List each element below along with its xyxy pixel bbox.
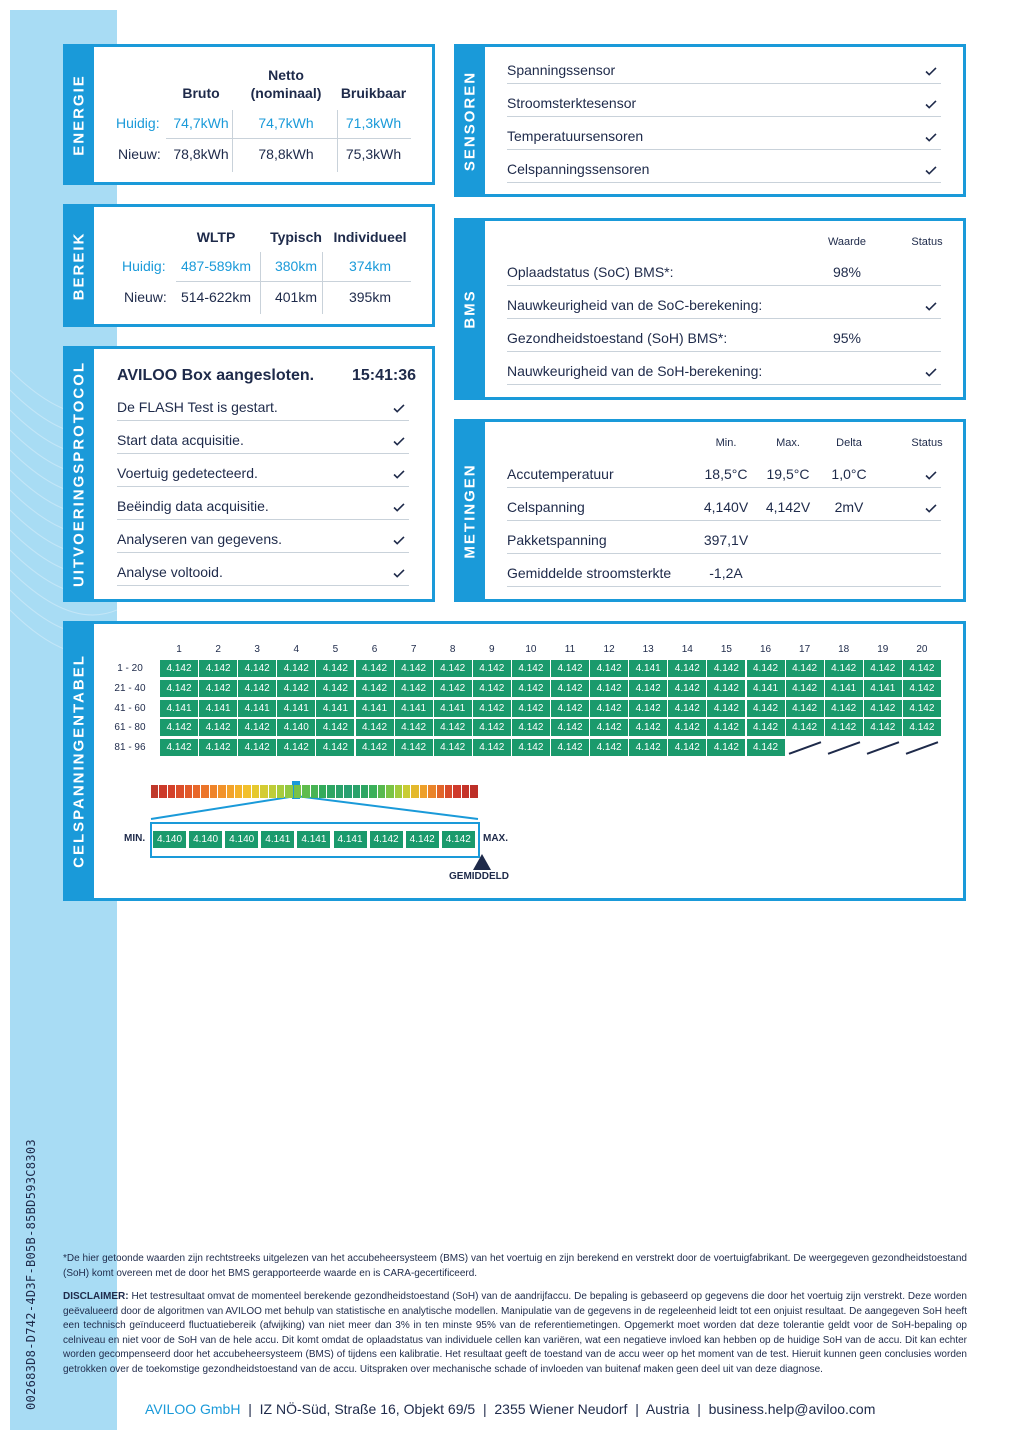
cell-voltage: 4.142 <box>277 680 315 697</box>
cell-voltage: 4.142 <box>590 719 628 736</box>
cell-voltage: 4.142 <box>668 719 706 736</box>
bms-tab: BMS <box>454 218 485 400</box>
meting-max: 19,5°C <box>766 466 810 482</box>
bms-col-status: Status <box>911 236 943 248</box>
scale-min-label: MIN. <box>124 833 146 844</box>
cell-voltage: 4.141 <box>238 700 276 717</box>
column-number: 15 <box>720 644 732 655</box>
row-range-label: 21 - 40 <box>114 682 146 694</box>
protocol-step: De FLASH Test is gestart. <box>117 399 278 415</box>
cell-voltage: 4.142 <box>238 680 276 697</box>
cell-voltage: 4.142 <box>707 680 745 697</box>
energie-nieuw-bruikbaar: 75,3kWh <box>345 146 402 162</box>
row-range-label: 1 - 20 <box>117 663 143 674</box>
cell-voltage: 4.141 <box>629 660 667 677</box>
disclaimer-label: DISCLAIMER: <box>63 1291 129 1302</box>
row-nieuw-label: Nieuw: <box>118 146 161 162</box>
cell-voltage: 4.142 <box>707 660 745 677</box>
footer-company: AVILOO GmbH <box>145 1401 241 1417</box>
sensor-divider <box>507 149 941 150</box>
header-netto-line2: (nominaal) <box>250 85 322 101</box>
gradient-segment <box>193 785 200 798</box>
protocol-panel <box>63 346 435 602</box>
bms-label: Nauwkeurigheid van de SoC-berekening: <box>507 297 763 313</box>
step-divider <box>117 552 409 553</box>
cell-voltage: 4.142 <box>356 719 394 736</box>
zoom-cell: 4.141 <box>334 831 367 848</box>
gradient-segment <box>151 785 158 798</box>
cell-voltage: 4.142 <box>356 739 394 756</box>
step-divider <box>117 420 409 421</box>
row-huidig-label: Huidig: <box>122 258 166 274</box>
zoom-cell: 4.140 <box>189 831 222 848</box>
cell-voltage: 4.141 <box>199 700 237 717</box>
bms-panel <box>454 218 966 400</box>
sensor-divider <box>507 182 941 183</box>
gradient-segment <box>159 785 166 798</box>
gradient-segment <box>403 785 410 798</box>
cell-voltage: 4.142 <box>590 700 628 717</box>
checkmark-icon <box>393 569 405 578</box>
zoom-cell: 4.142 <box>442 831 475 848</box>
metingen-tab: METINGEN <box>454 419 485 602</box>
bms-label: Oplaadstatus (SoC) BMS*: <box>507 264 674 280</box>
checkmark-icon <box>393 470 405 479</box>
cell-voltage: 4.142 <box>551 660 589 677</box>
protocol-step: Start data acquisitie. <box>117 432 244 448</box>
step-divider <box>117 519 409 520</box>
bms-divider <box>507 384 941 385</box>
cell-voltage: 4.142 <box>316 660 354 677</box>
bereik-huidig-typisch: 380km <box>274 258 318 274</box>
cell-voltage: 4.142 <box>590 739 628 756</box>
column-number: 13 <box>642 644 654 655</box>
cell-voltage: 4.141 <box>395 700 433 717</box>
disclaimer-text: Het testresultaat omvat de momenteel berekende gezondheidstoestand (SoH) van de aandrijfaccu. De bepaling is gebaseerd op gegevens die door het voertuig zijn verstrekt. Deze worden geëvalueerd door de algoritmen van AVILOO met behulp van statistische en analytische modellen. Manipulatie van de gegevens in de regeleenheid leidt tot een onjuist resultaat. De aangegeven SoH heeft een technisch geïnduceerd fluctuatiebereik (afwijking) van niet meer dan 3% in ten minste 95% van de referentiemetingen. Opgemerkt moet worden dat deze tolerantie geldt voor de SoH-bepaling op celniveau en niet voor de SoH van de hele accu. Dit komt omdat de oplaadstatus van individuele cellen kan variëren, wat een negatieve invloed kan hebben op de huidige SoH van de accu. Dit kan echter worden gecompenseerd door het accubeheersysteem (BMS) of tijdens een kalibratie. Het resultaat geeft de toestand van de accu weer op het moment van de test. Hieruit kunnen geen conclusies worden getrokken over de toekomstige gezondheidstoestand van de accu. Uitspraken over mechanische schade of invloeden van buitenaf maken geen deel uit van deze diagnose. <box>63 1291 967 1375</box>
cell-voltage: 4.142 <box>707 700 745 717</box>
meting-delta: 1,0°C <box>831 466 867 482</box>
cell-voltage: 4.142 <box>238 660 276 677</box>
gradient-segment <box>386 785 393 798</box>
checkmark-icon <box>393 437 405 446</box>
cell-voltage: 4.142 <box>668 739 706 756</box>
gradient-segment <box>319 785 326 798</box>
bms-label: Nauwkeurigheid van de SoH-berekening: <box>507 363 763 379</box>
column-number: 3 <box>254 644 260 655</box>
cell-voltage: 4.142 <box>668 660 706 677</box>
cell-voltage: 4.142 <box>864 700 902 717</box>
meting-divider <box>507 487 941 488</box>
column-number: 10 <box>525 644 537 655</box>
cell-voltage: 4.142 <box>668 680 706 697</box>
gradient-segment <box>176 785 183 798</box>
cell-voltage: 4.142 <box>434 660 472 677</box>
column-number: 2 <box>215 644 221 655</box>
protocol-time: 15:41:36 <box>352 367 417 384</box>
bereik-nieuw-typisch: 401km <box>274 289 318 305</box>
average-arrow-icon <box>473 854 491 870</box>
gradient-segment <box>185 785 192 798</box>
row-nieuw-label: Nieuw: <box>124 289 167 305</box>
bms-col-waarde: Waarde <box>827 236 867 248</box>
cell-voltage: 4.142 <box>512 739 550 756</box>
checkmark-icon <box>393 503 405 512</box>
cell-voltage: 4.142 <box>473 660 511 677</box>
cell-voltage: 4.142 <box>590 660 628 677</box>
bms-divider <box>507 285 941 286</box>
document-id: 002683D8-D742-4D3F-B05B-85BD593C8303 <box>24 1139 38 1410</box>
bms-divider <box>507 351 941 352</box>
energie-nieuw-bruto: 78,8kWh <box>173 146 229 162</box>
header-netto-line1: Netto <box>268 67 304 83</box>
cell-voltage: 4.142 <box>864 660 902 677</box>
column-number: 16 <box>759 644 772 655</box>
meting-label: Celspanning <box>507 499 585 515</box>
checkmark-icon <box>393 404 405 413</box>
gradient-segment <box>252 785 259 798</box>
sensoren-tab: SENSOREN <box>454 44 485 197</box>
gradient-segment <box>243 785 250 798</box>
column-number: 17 <box>799 644 811 655</box>
gradient-segment <box>210 785 217 798</box>
sensor-item: Spanningssensor <box>507 62 616 78</box>
checkmark-icon <box>925 471 937 480</box>
cell-voltage: 4.141 <box>747 680 785 697</box>
cell-voltage: 4.142 <box>316 719 354 736</box>
cell-voltage: 4.142 <box>473 700 511 717</box>
cell-voltage: 4.142 <box>395 739 433 756</box>
cell-voltage: 4.142 <box>747 660 785 677</box>
gradient-segment <box>269 785 276 798</box>
gradient-segment <box>285 785 292 798</box>
gradient-segment <box>411 785 418 798</box>
checkmark-icon <box>925 302 937 311</box>
step-divider <box>117 585 409 586</box>
scale-avg-label: GEMIDDELD <box>449 871 509 882</box>
cell-voltage: 4.141 <box>316 700 354 717</box>
cell-voltage: 4.142 <box>551 700 589 717</box>
bms-divider <box>507 318 941 319</box>
protocol-title: AVILOO Box aangesloten. <box>117 367 315 384</box>
header-typisch: Typisch <box>270 229 322 245</box>
cell-voltage: 4.142 <box>786 680 824 697</box>
header-bruikbaar: Bruikbaar <box>340 85 407 101</box>
cell-voltage: 4.141 <box>434 700 472 717</box>
energie-huidig-bruikbaar: 71,3kWh <box>345 115 402 131</box>
cell-voltage: 4.142 <box>434 739 472 756</box>
sensoren-panel <box>454 44 966 197</box>
scale-max-label: MAX. <box>483 833 508 844</box>
cell-voltage: 4.142 <box>160 739 198 756</box>
bereik-huidig-individueel: 374km <box>348 258 392 274</box>
cell-voltage: 4.142 <box>864 719 902 736</box>
zoom-cell: 4.140 <box>225 831 258 848</box>
meting-min: 4,140V <box>703 499 749 515</box>
gradient-segment <box>361 785 368 798</box>
cell-voltage: 4.142 <box>316 680 354 697</box>
cell-voltage: 4.142 <box>512 660 550 677</box>
energie-tab: ENERGIE <box>63 44 94 185</box>
gradient-segment <box>470 785 477 798</box>
cell-voltage: 4.142 <box>473 739 511 756</box>
zoom-cell: 4.142 <box>370 831 403 848</box>
row-range-label: 41 - 60 <box>114 702 146 714</box>
gradient-segment <box>462 785 469 798</box>
cell-voltage: 4.142 <box>903 680 941 697</box>
sensor-divider <box>507 116 941 117</box>
meting-delta: 2mV <box>834 499 864 515</box>
gradient-segment <box>218 785 225 798</box>
energie-huidig-netto: 74,7kWh <box>258 115 314 131</box>
metingen-col-max: Max. <box>776 437 800 449</box>
cell-voltage: 4.142 <box>395 660 433 677</box>
gradient-segment <box>437 785 444 798</box>
metingen-panel <box>454 419 966 602</box>
header-individueel: Individueel <box>333 229 407 245</box>
meting-label: Gemiddelde stroomsterkte <box>507 565 672 581</box>
meting-max: 4,142V <box>765 499 811 515</box>
sensor-item: Stroomsterktesensor <box>507 95 637 111</box>
gradient-segment <box>311 785 318 798</box>
cell-voltage: 4.141 <box>277 700 315 717</box>
gradient-segment <box>302 785 309 798</box>
checkmark-icon <box>925 133 937 142</box>
cell-voltage: 4.142 <box>238 739 276 756</box>
row-range-label: 61 - 80 <box>114 722 146 734</box>
cell-voltage: 4.142 <box>825 660 863 677</box>
footer-address: | IZ NÖ-Süd, Straße 16, Objekt 69/5 | 2355 Wiener Neudorf | Austria | business.help@aviloo.com <box>240 1401 876 1417</box>
protocol-step: Voertuig gedetecteerd. <box>117 465 258 481</box>
protocol-step: Analyseren van gegevens. <box>117 531 282 547</box>
sensor-divider <box>507 83 941 84</box>
cell-voltage: 4.142 <box>473 719 511 736</box>
column-number: 18 <box>838 644 850 655</box>
meting-divider <box>507 586 941 587</box>
cell-voltage: 4.142 <box>356 660 394 677</box>
gradient-segment <box>378 785 385 798</box>
row-huidig-label: Huidig: <box>116 115 160 131</box>
cell-voltage: 4.142 <box>238 719 276 736</box>
bereik-huidig-wltp: 487-589km <box>180 258 252 274</box>
cell-voltage: 4.142 <box>512 719 550 736</box>
cell-voltage: 4.142 <box>786 719 824 736</box>
celtabel-panel <box>63 621 966 901</box>
cell-voltage: 4.142 <box>825 719 863 736</box>
cell-voltage: 4.142 <box>668 700 706 717</box>
gradient-segment <box>428 785 435 798</box>
cell-voltage: 4.142 <box>199 680 237 697</box>
column-number: 1 <box>176 644 182 655</box>
cell-voltage: 4.141 <box>356 700 394 717</box>
gradient-segment <box>277 785 284 798</box>
cell-voltage: 4.142 <box>277 660 315 677</box>
gradient-segment <box>420 785 427 798</box>
cell-voltage: 4.142 <box>434 680 472 697</box>
checkmark-icon <box>925 368 937 377</box>
cell-voltage: 4.142 <box>160 660 198 677</box>
meting-label: Pakketspanning <box>507 532 607 548</box>
metingen-col-delta: Delta <box>836 437 862 449</box>
cell-voltage: 4.142 <box>551 680 589 697</box>
cell-voltage: 4.142 <box>629 700 667 717</box>
energie-nieuw-netto: 78,8kWh <box>258 146 314 162</box>
checkmark-icon <box>925 504 937 513</box>
cell-voltage: 4.142 <box>199 660 237 677</box>
gradient-segment <box>260 785 267 798</box>
column-number: 4 <box>293 644 300 655</box>
protocol-step: Beëindig data acquisitie. <box>117 498 269 514</box>
sensor-item: Temperatuursensoren <box>507 128 644 144</box>
column-number: 20 <box>916 644 928 655</box>
footer <box>145 1401 875 1417</box>
cell-voltage: 4.142 <box>160 680 198 697</box>
cell-voltage: 4.142 <box>199 739 237 756</box>
zoom-cell: 4.140 <box>153 831 186 848</box>
checkmark-icon <box>393 536 405 545</box>
column-number: 19 <box>877 644 889 655</box>
bereik-tab: BEREIK <box>63 204 94 327</box>
header-wltp: WLTP <box>196 229 236 245</box>
cell-voltage: 4.142 <box>903 660 941 677</box>
gradient-segment <box>227 785 234 798</box>
cell-voltage: 4.141 <box>825 680 863 697</box>
cell-voltage: 4.142 <box>707 719 745 736</box>
cell-voltage: 4.142 <box>629 739 667 756</box>
cell-voltage: 4.142 <box>356 680 394 697</box>
cell-voltage: 4.142 <box>395 719 433 736</box>
protocol-tab: UITVOERINGSPROTOCOL <box>63 346 94 602</box>
meting-divider <box>507 520 941 521</box>
gradient-segment <box>344 785 351 798</box>
cell-voltage: 4.142 <box>903 719 941 736</box>
cell-voltage: 4.142 <box>512 700 550 717</box>
energie-huidig-bruto: 74,7kWh <box>173 115 229 131</box>
gradient-segment <box>369 785 376 798</box>
disclaimer <box>63 1290 967 1377</box>
column-number: 7 <box>410 644 417 655</box>
bms-value: 98% <box>832 264 862 280</box>
cell-voltage: 4.142 <box>629 680 667 697</box>
cell-voltage: 4.142 <box>747 739 785 756</box>
cell-voltage: 4.142 <box>512 680 550 697</box>
cell-voltage: 4.142 <box>277 739 315 756</box>
cell-voltage: 4.142 <box>551 739 589 756</box>
meting-min: 18,5°C <box>704 466 748 482</box>
meting-divider <box>507 553 941 554</box>
gradient-segment <box>201 785 208 798</box>
sensor-item: Celspanningssensoren <box>507 161 650 177</box>
header-bruto: Bruto <box>182 85 220 101</box>
column-number: 8 <box>449 644 456 655</box>
zoom-cell: 4.142 <box>406 831 439 848</box>
step-divider <box>117 453 409 454</box>
column-number: 6 <box>371 644 378 655</box>
gradient-segment <box>353 785 360 798</box>
bms-footnote: *De hier getoonde waarden zijn rechtstreeks uitgelezen van het accubeheersysteem (BMS) van het voertuig en zijn berekend en verstrekt door de voertuigfabrikant. De weergegeven gezondheidstoestand (SoH) komt overeen met de door het BMS gerapporteerde waarde en is CARA-gecertificeerd. <box>63 1253 967 1279</box>
gradient-segment <box>294 785 301 798</box>
checkmark-icon <box>925 67 937 76</box>
gradient-segment <box>336 785 343 798</box>
meting-min: 397,1V <box>703 532 749 548</box>
gradient-segment <box>453 785 460 798</box>
protocol-step: Analyse voltooid. <box>117 564 223 580</box>
metingen-col-status: Status <box>911 437 943 449</box>
step-divider <box>117 486 409 487</box>
bms-label: Gezondheidstoestand (SoH) BMS*: <box>507 330 728 346</box>
checkmark-icon <box>925 166 937 175</box>
cell-voltage: 4.142 <box>825 700 863 717</box>
cell-voltage: 4.142 <box>199 719 237 736</box>
metingen-col-min: Min. <box>715 437 737 449</box>
cell-voltage: 4.142 <box>160 719 198 736</box>
cell-voltage: 4.142 <box>395 680 433 697</box>
cell-voltage: 4.142 <box>551 719 589 736</box>
bereik-nieuw-wltp: 514-622km <box>180 289 252 305</box>
cell-voltage: 4.141 <box>864 680 902 697</box>
meting-min: -1,2A <box>709 565 743 581</box>
cell-voltage: 4.142 <box>629 719 667 736</box>
row-range-label: 81 - 96 <box>114 742 146 754</box>
gradient-segment <box>235 785 242 798</box>
cell-voltage: 4.142 <box>434 719 472 736</box>
cell-voltage: 4.141 <box>160 700 198 717</box>
bereik-panel <box>63 204 435 327</box>
meting-label: Accutemperatuur <box>507 466 614 482</box>
cell-voltage: 4.142 <box>747 700 785 717</box>
cell-voltage: 4.142 <box>707 739 745 756</box>
bereik-nieuw-individueel: 395km <box>348 289 392 305</box>
gradient-segment <box>395 785 402 798</box>
column-number: 9 <box>489 644 495 655</box>
column-number: 14 <box>681 644 693 655</box>
energie-panel <box>63 44 435 185</box>
bms-value: 95% <box>832 330 862 346</box>
checkmark-icon <box>925 100 937 109</box>
cell-voltage: 4.142 <box>786 660 824 677</box>
cell-voltage: 4.142 <box>590 680 628 697</box>
column-number: 11 <box>564 644 576 655</box>
cell-voltage: 4.142 <box>316 739 354 756</box>
gradient-segment <box>168 785 175 798</box>
gradient-segment <box>327 785 334 798</box>
column-number: 5 <box>332 644 339 655</box>
cell-voltage: 4.142 <box>786 700 824 717</box>
gradient-segment <box>445 785 452 798</box>
zoom-cell: 4.141 <box>261 831 294 848</box>
cell-voltage: 4.142 <box>903 700 941 717</box>
zoom-cell: 4.141 <box>297 831 330 848</box>
celtabel-tab: CELSPANNINGENTABEL <box>63 621 94 901</box>
cell-voltage: 4.140 <box>277 719 315 736</box>
column-number: 12 <box>603 644 615 655</box>
cell-voltage: 4.142 <box>747 719 785 736</box>
cell-voltage: 4.142 <box>473 680 511 697</box>
